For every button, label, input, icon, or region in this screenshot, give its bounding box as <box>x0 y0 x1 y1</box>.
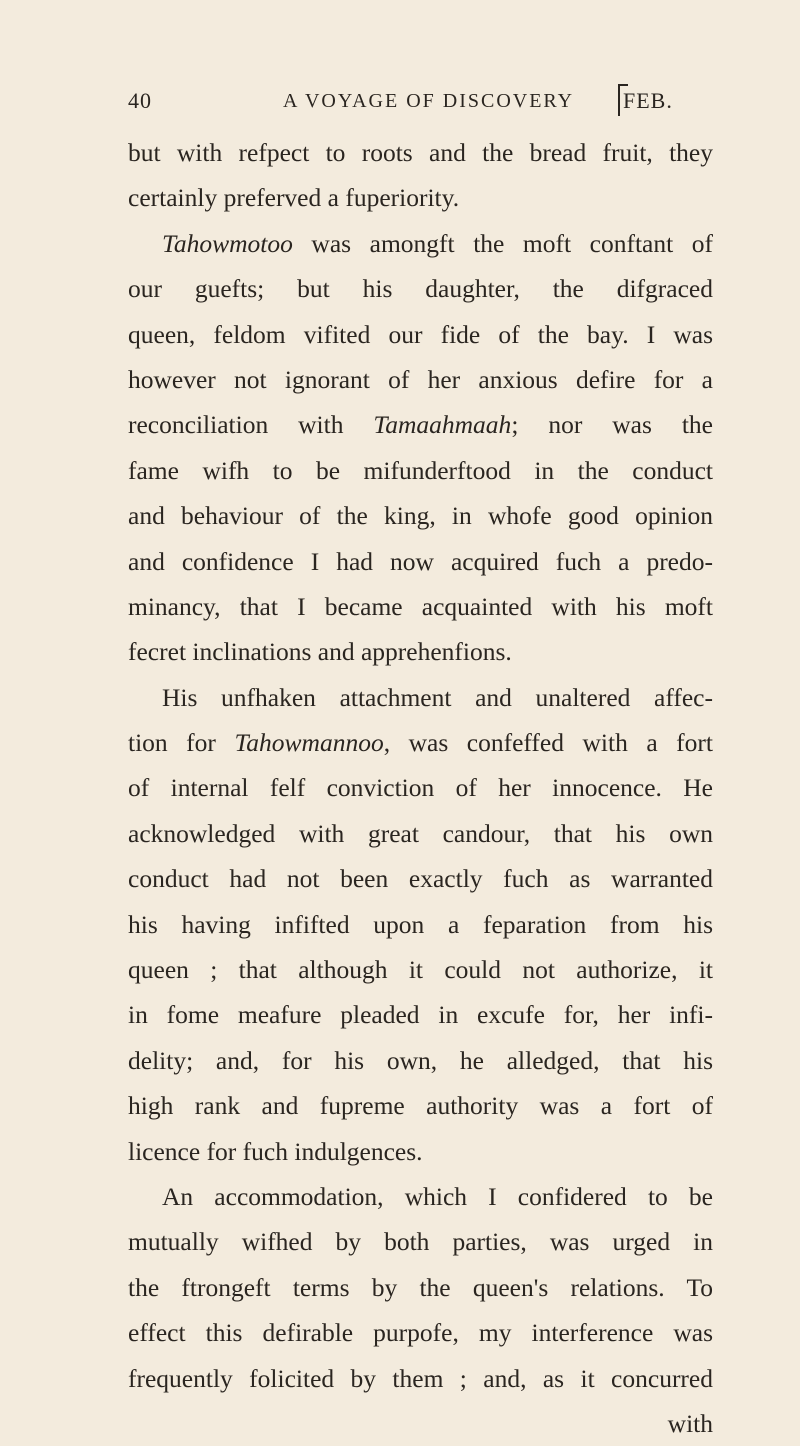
text-line: queen ; that although it could not authorize, it <box>128 955 713 985</box>
text-line: licence for fuch indulgences. <box>128 1136 423 1166</box>
catchword: with <box>667 1408 713 1438</box>
running-title: A VOYAGE OF DISCOVERY <box>283 90 575 112</box>
text-line: frequently folicited by them ; and, as it concurred <box>128 1363 713 1393</box>
text-line: effect this defirable purpofe, my interference was <box>128 1318 713 1348</box>
text-line: in fome meafure pleaded in excufe for, her infi- <box>128 1000 713 1030</box>
text-line: Tahowmotoo was amongft the moft conftant of <box>162 228 713 258</box>
person-name: Tahowmannoo <box>234 728 384 758</box>
text-line: minancy, that I became acquainted with his moft <box>128 591 713 621</box>
text-line: conduct had not been exactly fuch as warranted <box>128 864 713 894</box>
page-number: 40 <box>128 88 152 113</box>
running-header <box>128 88 708 124</box>
text-line: queen, feldom vifited our fide of the bay. I was <box>128 319 713 349</box>
text-line: and behaviour of the king, in whofe good opinion <box>128 501 713 531</box>
text-line: of internal felf conviction of her innocence. He <box>128 773 713 803</box>
text-line: his having infifted upon a feparation from his <box>128 909 713 939</box>
text-line: high rank and fupreme authority was a fort of <box>128 1091 713 1121</box>
text-line: fecret inclinations and apprehenfions. <box>128 637 512 667</box>
text-line: reconciliation with Tamaahmaah; nor was the <box>128 410 713 440</box>
text-line: our guefts; but his daughter, the difgraced <box>128 274 713 304</box>
body-text <box>128 130 713 1446</box>
text-line: An accommodation, which I confidered to be <box>162 1181 713 1211</box>
text-line: and confidence I had now acquired fuch a predo- <box>128 546 713 576</box>
text-line: certainly preferved a fuperiority. <box>128 183 460 213</box>
text-line: the ftrongeft terms by the queen's relations. To <box>128 1272 713 1302</box>
text-line: but with refpect to roots and the bread fruit, they <box>128 138 713 167</box>
person-name: Tamaahmaah <box>373 410 512 440</box>
header-month: FEB. <box>623 88 673 113</box>
text-line: tion for Tahowmannoo, was confeffed with a fort <box>128 728 713 758</box>
text-line: His unfhaken attachment and unaltered affec- <box>162 682 713 712</box>
person-name: Tahowmotoo <box>162 228 293 258</box>
text-line: acknowledged with great candour, that his own <box>128 818 713 848</box>
text-line: however not ignorant of her anxious defire for a <box>128 364 713 394</box>
text-line: fame wifh to be mifunderftood in the conduct <box>128 455 713 485</box>
text-line: mutually wifhed by both parties, was urged in <box>128 1227 713 1257</box>
text-line: delity; and, for his own, he alledged, that his <box>128 1045 713 1075</box>
